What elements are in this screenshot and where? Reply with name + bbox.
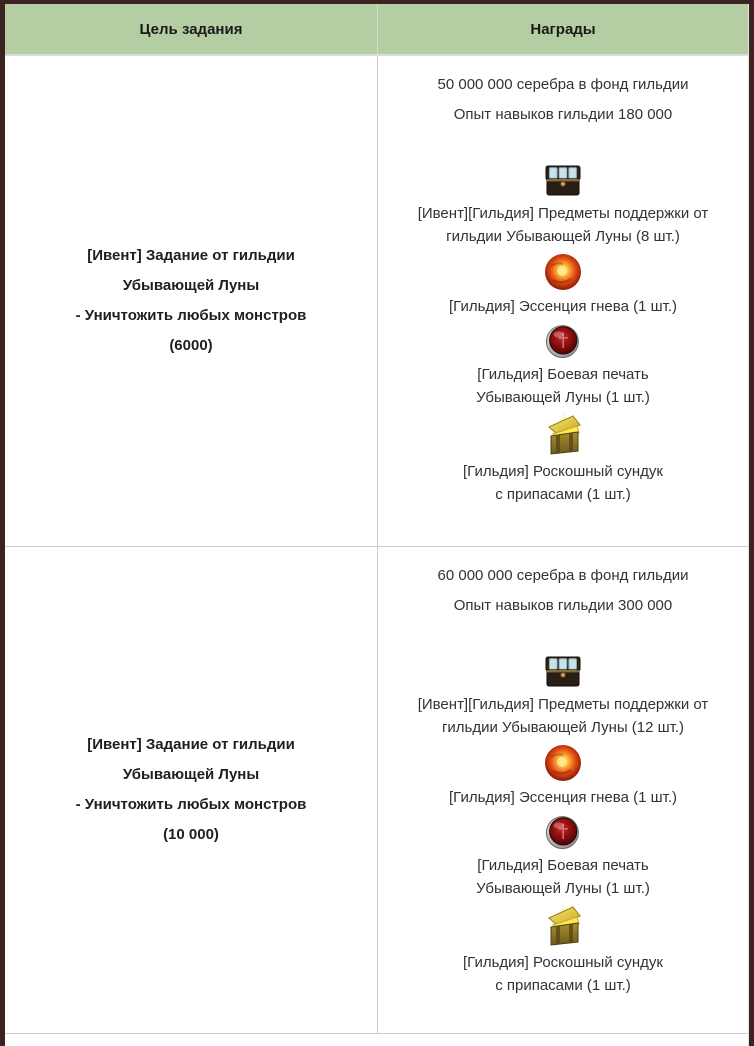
reward-item-text: Убывающей Луны (1 шт.) (476, 880, 650, 897)
table-row (5, 547, 748, 1034)
wrath-essence-icon (543, 743, 583, 783)
reward-item (378, 252, 748, 318)
quest-goal-line: [Ивент] Задание от гильдии (87, 247, 295, 264)
reward-item-text: [Гильдия] Эссенция гнева (1 шт.) (449, 789, 677, 806)
guild-exp-reward-text: Опыт навыков гильдии 180 000 (453, 106, 673, 123)
reward-item-text: [Гильдия] Роскошный сундук (463, 954, 663, 971)
quest-goal-line: - Уничтожить любых монстров (75, 307, 307, 324)
reward-item-text: гильдии Убывающей Луны (8 шт.) (446, 228, 680, 245)
reward-item-text: с припасами (1 шт.) (495, 486, 631, 503)
supply-chest-icon (541, 650, 585, 690)
rewards-cell (378, 56, 748, 546)
reward-item (378, 904, 748, 997)
quest-goal-cell (5, 547, 378, 1033)
reward-item-text: [Ивент][Гильдия] Предметы поддержки от (417, 696, 709, 713)
luxury-chest-icon (540, 904, 586, 948)
reward-item (378, 159, 748, 248)
quest-goal-line: Убывающей Луны (122, 277, 260, 294)
column-header-goal: Цель задания (5, 4, 378, 54)
reward-item (378, 322, 748, 409)
reward-item-text: [Ивент][Гильдия] Предметы поддержки от (417, 205, 709, 222)
reward-item (378, 650, 748, 739)
reward-item-text: гильдии Убывающей Луны (12 шт.) (441, 719, 685, 736)
battle-seal-icon (544, 322, 582, 360)
reward-item-text: с припасами (1 шт.) (495, 977, 631, 994)
quest-goal-line: Убывающей Луны (122, 766, 260, 783)
column-header-rewards: Награды (530, 20, 596, 38)
quest-goal-cell (5, 56, 378, 546)
silver-reward-text: 50 000 000 серебра в фонд гильдии (437, 76, 689, 93)
silver-reward-text: 60 000 000 серебра в фонд гильдии (437, 567, 689, 584)
quest-goal-line: (10 000) (163, 826, 219, 843)
reward-item (378, 743, 748, 809)
reward-item (378, 813, 748, 900)
quest-rewards-table (5, 4, 749, 1046)
luxury-chest-icon (540, 413, 586, 457)
quest-goal-line: - Уничтожить любых монстров (75, 796, 307, 813)
quest-goal-line: [Ивент] Задание от гильдии (87, 736, 295, 753)
next-row-partial (5, 1034, 748, 1042)
reward-item-text: [Гильдия] Роскошный сундук (463, 463, 663, 480)
reward-item-text: [Гильдия] Боевая печать (477, 857, 649, 874)
reward-item-text: [Гильдия] Эссенция гнева (1 шт.) (449, 298, 677, 315)
reward-item-text: Убывающей Луны (1 шт.) (476, 389, 650, 406)
rewards-cell (378, 547, 748, 1033)
quest-goal-line: (6000) (169, 337, 213, 354)
guild-exp-reward-text: Опыт навыков гильдии 300 000 (453, 597, 673, 614)
reward-item-text: [Гильдия] Боевая печать (477, 366, 649, 383)
table-header-row (5, 4, 748, 56)
reward-item (378, 413, 748, 506)
battle-seal-icon (544, 813, 582, 851)
table-row (5, 56, 748, 547)
supply-chest-icon (541, 159, 585, 199)
wrath-essence-icon (543, 252, 583, 292)
